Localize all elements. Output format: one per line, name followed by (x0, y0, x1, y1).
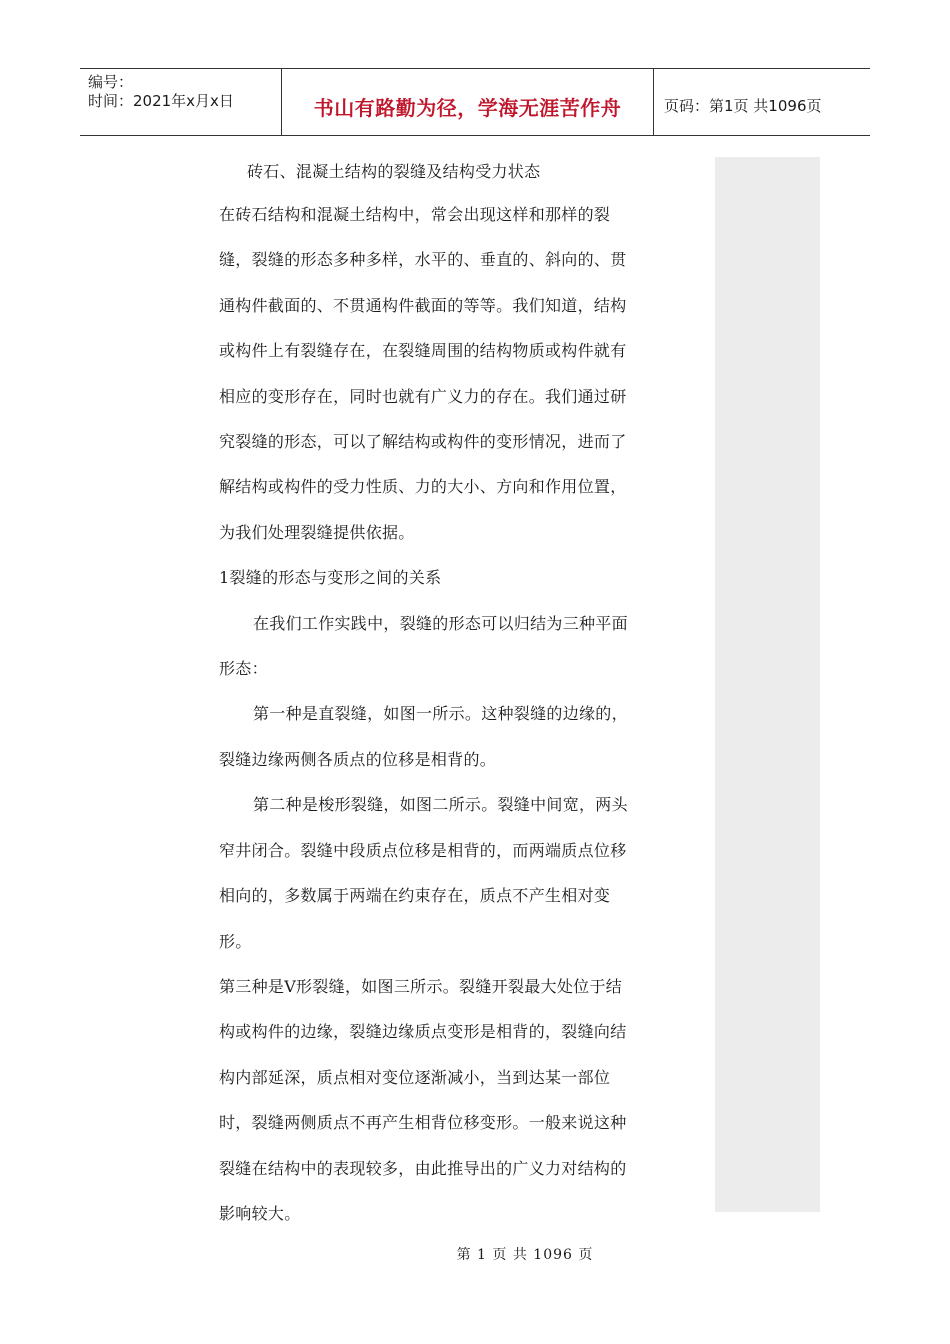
motto-text: 书山有路勤为径，学海无涯苦作舟 (313, 95, 622, 120)
side-panel (715, 157, 820, 1212)
code-label: 编号： (88, 73, 134, 91)
paragraph: 在砖石结构和混凝土结构中，常会出现这样和那样的裂缝，裂缝的形态多种多样，水平的、垂直的、斜向的、贯通构件截面的、不贯通构件截面的等等。我们知道，结构或构件上有裂缝存在，在裂缝周围的结构物质或构件就有相应的变形存在，同时也就有广义力的存在。我们通过研究裂缝的形态，可以了解结构或构件的变形情况，进而了解结构或构件的受力性质、力的大小、方向和作用位置，为我们处理裂缝提供依据。 (219, 205, 627, 542)
page-footer (0, 1244, 950, 1264)
section-heading: 1裂缝的形态与变形之间的关系 (219, 568, 442, 588)
footer-page-number: 第 1 页 共 1096 页 (456, 1247, 594, 1263)
page-label: 页码：第1页 共1096页 (664, 96, 822, 115)
article-body (219, 152, 637, 1236)
paragraph: 第二种是梭形裂缝，如图二所示。裂缝中间宽，两头窄井闭合。裂缝中段质点位移是相背的，而两端质点位移相向的，多数属于两端在约束存在，质点不产生相对变形。 (219, 795, 628, 951)
paragraph: 第三种是V形裂缝，如图三所示。裂缝开裂最大处位于结构或构件的边缘，裂缝边缘质点变形是相背的，裂缝向结构内部延深，质点相对变位逐渐减小，当到达某一部位时，裂缝两侧质点不再产生相背位移变形。一般来说这种裂缝在结构中的表现较多，由此推导出的广义力对结构的影响较大。 (219, 976, 627, 1223)
paragraph: 在我们工作实践中，裂缝的形态可以归结为三种平面形态： (219, 613, 628, 679)
header-page-cell (654, 69, 870, 135)
header-meta (80, 69, 282, 135)
header-motto-cell (282, 69, 654, 135)
paragraph: 第一种是直裂缝，如图一所示。这种裂缝的边缘的，裂缝边缘两侧各质点的位移是相背的。 (219, 704, 628, 769)
document-header (80, 68, 870, 136)
article-title: 砖石、混凝土结构的裂缝及结构受力状态 (247, 162, 541, 181)
date-label: 时间：2021年x月x日 (88, 92, 234, 110)
